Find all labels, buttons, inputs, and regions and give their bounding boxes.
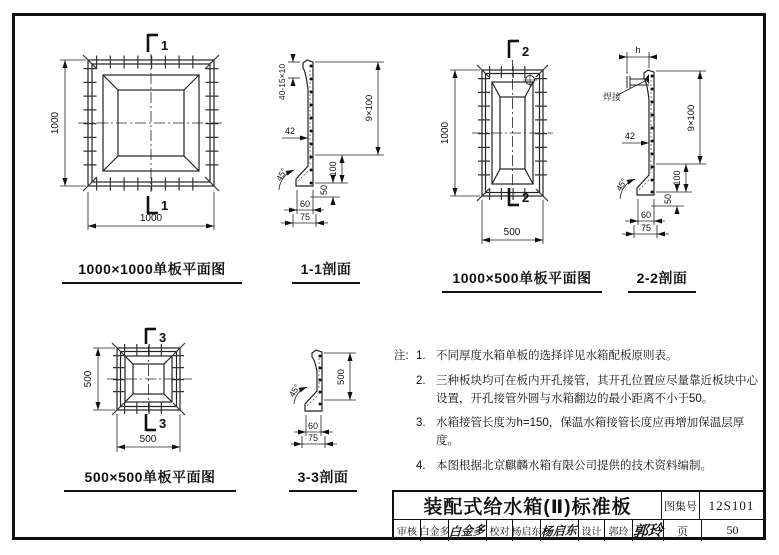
- atlas-number-label: 图集号: [661, 492, 699, 519]
- section-mark-1-bottom: [148, 196, 158, 214]
- plan-1000x500-drawing: [440, 32, 555, 247]
- note-item: [394, 458, 766, 476]
- designer-name: 郭玲: [604, 520, 632, 541]
- sheet-title: 装配式给水箱(Ⅱ)标准板: [423, 497, 632, 518]
- designer-label: 设计: [578, 520, 604, 541]
- section-mark-1-top: [148, 34, 158, 52]
- general-notes: [394, 348, 766, 483]
- angle-text: 45°: [273, 166, 289, 183]
- dim-h-text: h: [635, 45, 641, 56]
- plan-500x500-drawing: [82, 320, 197, 460]
- page-label: 页: [663, 520, 701, 541]
- angle-text: 45°: [613, 176, 629, 193]
- section-1-1-drawing: [273, 38, 388, 234]
- dimensions: [279, 54, 384, 227]
- plan-1000x1000-drawing: [45, 28, 230, 233]
- section-mark-3-bottom-number: 3: [159, 416, 167, 431]
- reviewer-name: 白金多: [420, 520, 448, 541]
- weld-label: 焊接: [603, 92, 622, 102]
- section-mark-3-top-number: 3: [159, 330, 167, 345]
- note-item: [394, 348, 766, 366]
- note-text: 不同厚度水箱单板的选择详见水箱配板原则表。: [436, 350, 678, 362]
- plan-500x500-label: 500×500单板平面图: [64, 467, 236, 492]
- checker-label: 校对: [486, 520, 512, 541]
- dim-hem-text: 40-15×10: [277, 63, 287, 101]
- note-number: 1.: [416, 350, 426, 362]
- section-mark-3-bottom: [146, 414, 156, 431]
- section-2-2-drawing: [600, 42, 712, 238]
- dim-42-text: 42: [284, 126, 296, 136]
- section-mark-1-top-number: 1: [161, 38, 169, 53]
- dim-bottom-text: 500: [139, 434, 157, 445]
- dim-pitch-text: 9×100: [364, 94, 375, 122]
- note-number: 4.: [416, 460, 426, 473]
- dim-75-text: 75: [307, 433, 319, 443]
- dim-100-text: 100: [672, 170, 682, 186]
- reviewer-signature: 白金多: [448, 520, 486, 541]
- notes-prefix: 注:: [394, 350, 409, 362]
- title-block: [392, 490, 763, 541]
- dim-left-text: 500: [83, 370, 94, 388]
- title-block-row-2: [394, 520, 763, 541]
- section-mark-2-bottom: [509, 188, 519, 206]
- dim-42-text: 42: [624, 131, 636, 141]
- dimensions: [291, 353, 356, 448]
- note-text: 本图根据北京麒麟水箱有限公司提供的技术资料编制。: [436, 460, 712, 473]
- dim-left-text: 1000: [50, 111, 61, 135]
- checker-name: 杨启东: [512, 520, 540, 541]
- note-text: 水箱接管长度为h=150，保温水箱接管长度应再增加保温层厚度。: [436, 417, 745, 448]
- dimensions: [60, 60, 214, 230]
- dim-pitch-text: 9×100: [686, 104, 697, 132]
- dim-75-text: 75: [640, 223, 652, 233]
- section-1-1-label: 1-1剖面: [292, 259, 360, 284]
- dim-left-text: 1000: [440, 121, 451, 145]
- title-block-row-1: [394, 492, 763, 520]
- page-number: 50: [701, 520, 763, 541]
- section-2-2-label: 2-2剖面: [628, 268, 696, 293]
- plan-1000x1000-label: 1000×1000单板平面图: [62, 259, 242, 284]
- reviewer-label: 审核: [397, 527, 417, 538]
- dimensions: [450, 70, 543, 244]
- section-mark-3-top: [146, 328, 156, 344]
- note-item: [394, 373, 766, 409]
- dim-50-text: 50: [319, 184, 329, 196]
- section-3-3-label: 3-3剖面: [289, 467, 357, 492]
- dim-bottom-text: 500: [503, 227, 521, 238]
- dim-500-text: 500: [336, 369, 347, 385]
- section-mark-1-bottom-number: 1: [161, 198, 169, 213]
- dim-75-text: 75: [299, 212, 311, 222]
- dim-60-text: 60: [307, 421, 319, 431]
- dim-50-text: 50: [663, 193, 673, 205]
- designer-signature: 郭玲: [632, 520, 663, 541]
- atlas-number-value: 12S101: [699, 492, 763, 519]
- checker-signature: 杨启东: [540, 520, 578, 541]
- section-mark-2-top: [509, 40, 519, 58]
- note-number: 2.: [416, 374, 426, 387]
- plan-1000x500-label: 1000×500单板平面图: [442, 268, 602, 293]
- dim-bottom-text: 1000: [139, 213, 163, 224]
- dim-60-text: 60: [640, 210, 652, 220]
- section-mark-2-top-number: 2: [522, 44, 530, 59]
- dim-60-text: 60: [299, 199, 311, 209]
- section-mark-2-bottom-number: 2: [522, 190, 530, 205]
- dim-100-text: 100: [328, 161, 338, 177]
- angle-text: 45°: [286, 382, 302, 399]
- note-text: 三种板块均可在板内开孔接管，其开孔位置应尽量靠近板块中心设置，开孔接管外圆与水箱翻边的最小距离不小于50。: [436, 374, 758, 405]
- note-number: 3.: [416, 417, 426, 430]
- centerlines: [78, 54, 224, 192]
- note-item: [394, 415, 766, 451]
- section-3-3-drawing: [288, 342, 360, 454]
